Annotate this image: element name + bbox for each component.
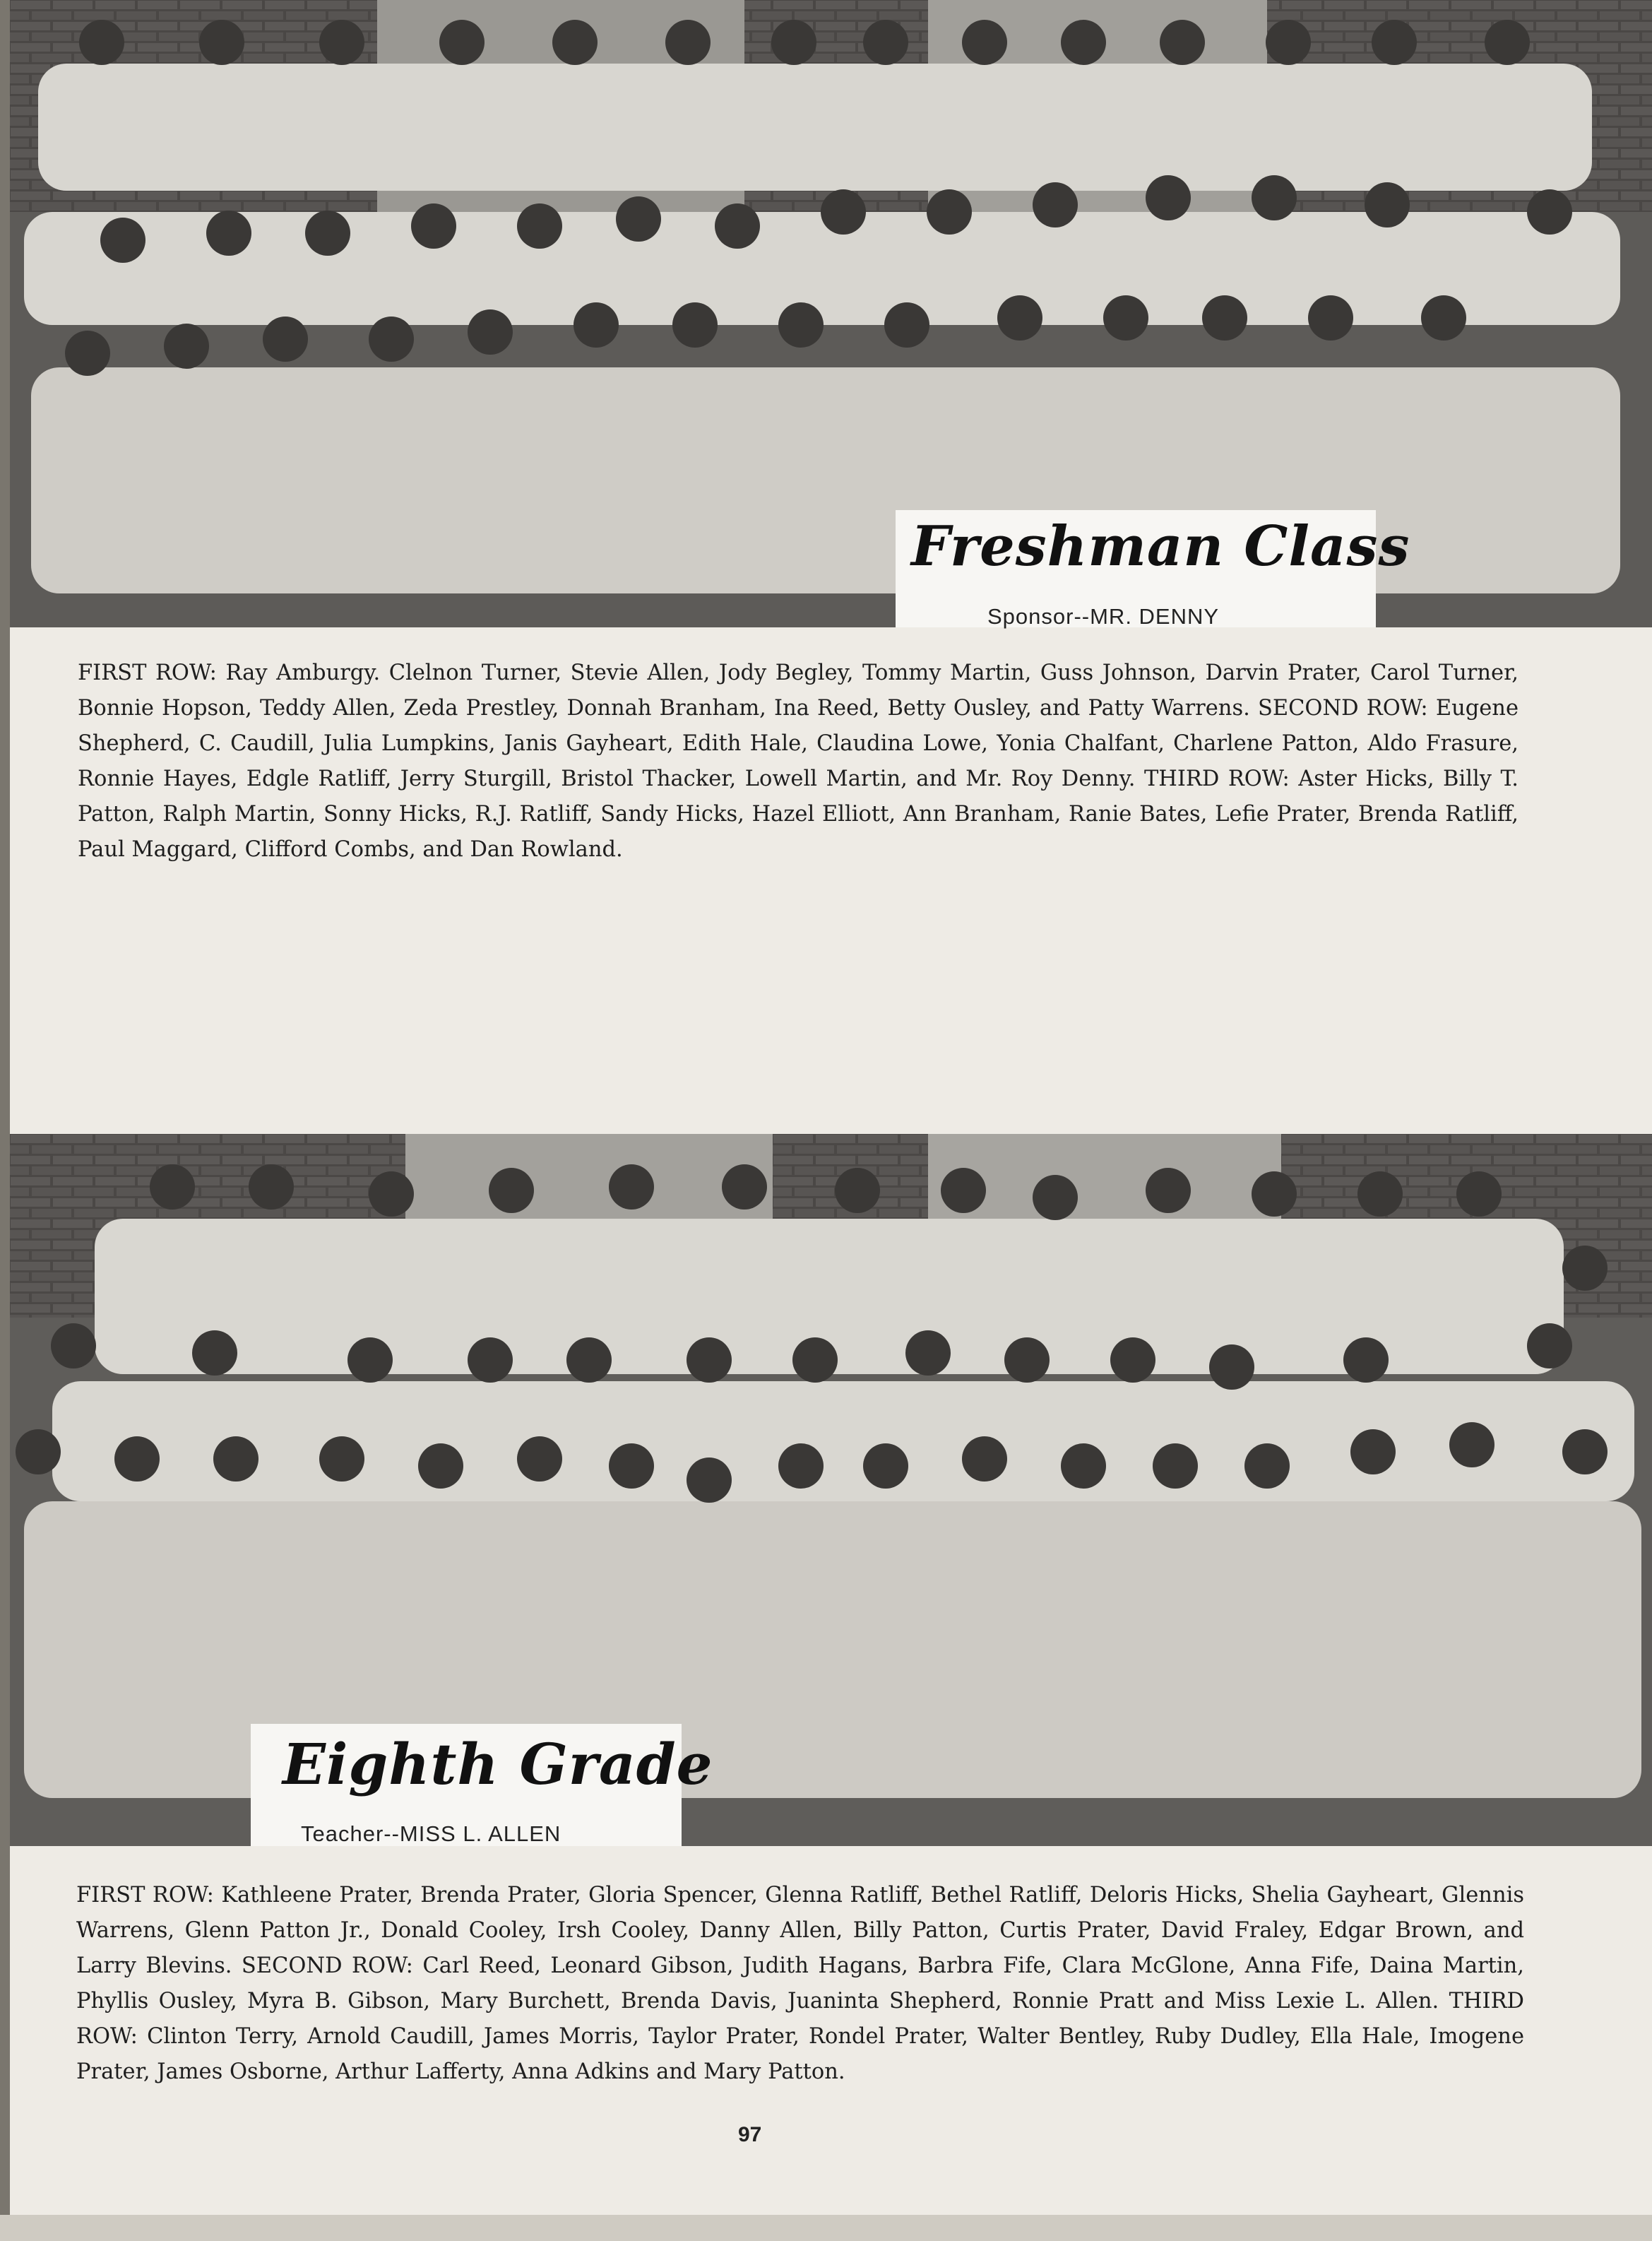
eighth-grade-roster-text: FIRST ROW: Kathleene Prater, Brenda Prater, Gloria Spencer, Glenna Ratliff, Bethel Ratliff, Deloris Hicks, Shelia Gayheart, Glennis Warrens, Glenn Patton Jr., Donald Cooley, Irsh Cooley, Danny Allen, Billy Patton, Curtis Prater, David Fraley, Edgar Brown, and Larry Blevins. SECOND ROW: Carl Reed, Leonard Gibson, Judith Hagans, Barbra Fife, Clara McGlone, Anna Fife, Daina Martin, Phyllis Ousley, Myra B. Gibson, Mary Burchett, Brenda Davis, Juaninta Shepherd, Ronnie Pratt and Miss Lexie L. Allen. THIRD ROW: Clinton Terry, Arnold Caudill, James Morris, Taylor Prater, Rondel Prater, Walter Bentley, Ruby Dudley, Ella Hale, Imogene Prater, James Osborne, Arthur Lafferty, Anna Adkins and Mary Patton. (76, 1883, 1524, 2084)
freshman-roster-text: FIRST ROW: Ray Amburgy. Clelnon Turner, Stevie Allen, Jody Begley, Tommy Martin, Guss Johnson, Darvin Prater, Carol Turner, Bonnie Hopson, Teddy Allen, Zeda Prestley, Donnah Branham, Ina Reed, Betty Ousley, and Patty Warrens. SECOND ROW: Eugene Shepherd, C. Caudill, Julia Lumpkins, Janis Gayheart, Edith Hale, Claudina Lowe, Yonia Chalfant, Charlene Patton, Aldo Frasure, Ronnie Hayes, Edgle Ratliff, Jerry Sturgill, Bristol Thacker, Lowell Martin, and Mr. Roy Denny. THIRD ROW: Aster Hicks, Billy T. Patton, Ralph Martin, Sonny Hicks, R.J. Ratliff, Sandy Hicks, Hazel Elliott, Ann Branham, Ranie Bates, Lefie Prater, Brenda Ratliff, Paul Maggard, Clifford Combs, and Dan Rowland. (78, 661, 1519, 862)
page-gutter (0, 0, 10, 2241)
page-number: 97 (738, 2123, 762, 2146)
eighth-grade-teacher: Teacher--MISS L. ALLEN (301, 1821, 561, 1846)
freshman-class-title: Freshman Class (911, 514, 1410, 579)
eighth-grade-title: Eighth Grade (283, 1731, 713, 1797)
freshman-sponsor: Sponsor--MR. DENNY (987, 604, 1220, 629)
page-bottom-edge (0, 2215, 1652, 2241)
